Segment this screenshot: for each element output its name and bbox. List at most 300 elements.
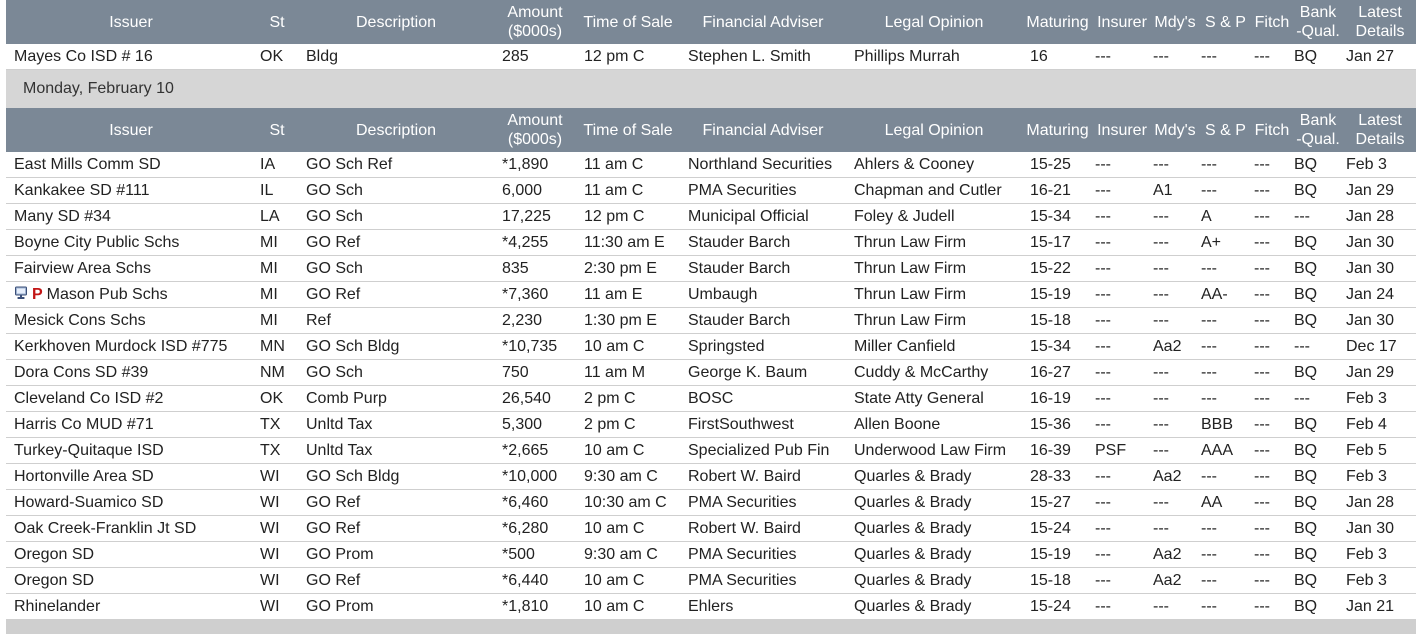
cell-state: WI [256,542,298,568]
cell-legal-opinion: Cuddy & McCarthy [846,360,1022,386]
header-amount-line: ($000s) [507,131,563,148]
cell-financial-adviser: BOSC [680,386,846,412]
cell-description: GO Ref [298,282,494,308]
cell-legal-opinion: Miller Canfield [846,334,1022,360]
cell-issuer[interactable]: Mesick Cons Schs [6,308,256,334]
header-amount-line: Amount [507,4,563,21]
cell-description: GO Sch [298,360,494,386]
cell-legal-opinion: Quarles & Brady [846,568,1022,594]
cell-bank-qual: BQ [1292,490,1344,516]
header-issuer[interactable]: Issuer [6,0,256,44]
cell-issuer[interactable]: East Mills Comm SD [6,152,256,178]
cell-moodys: A1 [1151,178,1199,204]
cell-bank-qual: BQ [1292,308,1344,334]
table-row[interactable] [6,44,1416,70]
cell-insurer: --- [1093,44,1151,70]
preliminary-marker[interactable]: P [32,285,43,303]
cell-moodys: --- [1151,490,1199,516]
cell-bank-qual: BQ [1292,594,1344,620]
cell-insurer: --- [1093,282,1151,308]
table-row[interactable] [6,256,1416,282]
cell-moodys: --- [1151,386,1199,412]
cell-latest-details[interactable]: Jan 21 [1344,594,1416,620]
table-row[interactable] [6,516,1416,542]
cell-amount: *1,890 [494,152,576,178]
cell-issuer[interactable]: Oregon SD [6,568,256,594]
cell-latest-details[interactable]: Jan 30 [1344,230,1416,256]
cell-issuer[interactable]: Dora Cons SD #39 [6,360,256,386]
cell-sp: --- [1199,516,1252,542]
header-latest-details[interactable] [1344,0,1416,44]
cell-latest-details[interactable]: Feb 3 [1344,542,1416,568]
header-latest-details-line: Details [1355,23,1405,40]
header-amount-line: ($000s) [507,23,563,40]
cell-issuer[interactable]: Fairview Area Schs [6,256,256,282]
cell-state: TX [256,412,298,438]
column-header-row [6,0,1416,44]
cell-insurer: --- [1093,464,1151,490]
cell-description: GO Sch [298,256,494,282]
cell-financial-adviser: Ehlers [680,594,846,620]
cell-fitch: --- [1252,386,1292,412]
cell-sp: --- [1199,334,1252,360]
header-bank-qual-line: -Qual. [1296,131,1340,148]
table-row[interactable] [6,464,1416,490]
cell-maturing: 15-24 [1022,516,1093,542]
cell-financial-adviser: Stauder Barch [680,256,846,282]
cell-sp: --- [1199,568,1252,594]
cell-bank-qual: BQ [1292,178,1344,204]
table-row[interactable] [6,360,1416,386]
header-legal-opinion[interactable]: Legal Opinion [846,0,1022,44]
cell-financial-adviser: PMA Securities [680,568,846,594]
cell-moodys: --- [1151,230,1199,256]
cell-legal-opinion: Quarles & Brady [846,490,1022,516]
cell-legal-opinion: Ahlers & Cooney [846,152,1022,178]
header-bank-qual[interactable] [1292,0,1344,44]
cell-legal-opinion: Phillips Murrah [846,44,1022,70]
cell-issuer[interactable]: Boyne City Public Schs [6,230,256,256]
cell-description: Comb Purp [298,386,494,412]
cell-sp: A [1199,204,1252,230]
cell-maturing: 15-24 [1022,594,1093,620]
cell-maturing: 15-19 [1022,542,1093,568]
header-latest-details-line: Latest [1358,112,1402,129]
cell-maturing: 15-34 [1022,204,1093,230]
cell-latest-details[interactable]: Feb 4 [1344,412,1416,438]
cell-legal-opinion: Allen Boone [846,412,1022,438]
cell-state: NM [256,360,298,386]
cell-amount: *7,360 [494,282,576,308]
cell-financial-adviser: Springsted [680,334,846,360]
cell-amount: 17,225 [494,204,576,230]
cell-time-of-sale: 11 am E [576,282,680,308]
cell-sp: --- [1199,542,1252,568]
cell-financial-adviser: PMA Securities [680,178,846,204]
cell-sp: --- [1199,44,1252,70]
cell-bank-qual: BQ [1292,412,1344,438]
cell-fitch: --- [1252,230,1292,256]
cell-latest-details[interactable]: Feb 3 [1344,152,1416,178]
cell-amount: 750 [494,360,576,386]
cell-bank-qual: BQ [1292,282,1344,308]
header-maturing[interactable]: Maturing [1022,108,1093,152]
cell-description: GO Sch Bldg [298,464,494,490]
header-maturing[interactable]: Maturing [1022,0,1093,44]
cell-insurer: --- [1093,542,1151,568]
cell-time-of-sale: 10 am C [576,594,680,620]
cell-moodys: --- [1151,44,1199,70]
cell-latest-details[interactable]: Jan 29 [1344,178,1416,204]
cell-bank-qual: BQ [1292,256,1344,282]
cell-latest-details[interactable]: Feb 3 [1344,568,1416,594]
table-row[interactable] [6,178,1416,204]
cell-fitch: --- [1252,178,1292,204]
cell-description: GO Ref [298,230,494,256]
cell-bank-qual: BQ [1292,568,1344,594]
cell-state: MI [256,308,298,334]
cell-fitch: --- [1252,282,1292,308]
cell-legal-opinion: Quarles & Brady [846,542,1022,568]
cell-fitch: --- [1252,412,1292,438]
header-description[interactable]: Description [298,108,494,152]
cell-amount: *500 [494,542,576,568]
table-row[interactable] [6,490,1416,516]
table-row[interactable] [6,568,1416,594]
cell-maturing: 15-18 [1022,308,1093,334]
cell-issuer[interactable]: Cleveland Co ISD #2 [6,386,256,412]
cell-amount: *10,735 [494,334,576,360]
header-time-of-sale[interactable]: Time of Sale [576,108,680,152]
cell-sp: --- [1199,178,1252,204]
cell-insurer: --- [1093,308,1151,334]
header-latest-details[interactable] [1344,108,1416,152]
cell-state: MN [256,334,298,360]
cell-moodys: --- [1151,412,1199,438]
cell-moodys: Aa2 [1151,542,1199,568]
cell-legal-opinion: Chapman and Cutler [846,178,1022,204]
cell-issuer[interactable]: Oregon SD [6,542,256,568]
cell-latest-details[interactable]: Jan 28 [1344,490,1416,516]
cell-moodys: --- [1151,256,1199,282]
cell-amount: *6,440 [494,568,576,594]
cell-fitch: --- [1252,308,1292,334]
cell-amount: *1,810 [494,594,576,620]
cell-financial-adviser: Stauder Barch [680,308,846,334]
cell-description: Bldg [298,44,494,70]
cell-fitch: --- [1252,490,1292,516]
header-fitch[interactable]: Fitch [1252,0,1292,44]
cell-amount: *2,665 [494,438,576,464]
cell-time-of-sale: 10 am C [576,516,680,542]
cell-sp: BBB [1199,412,1252,438]
cell-amount: *6,460 [494,490,576,516]
date-group-label: Monday, February 10 [6,70,1416,108]
cell-issuer[interactable] [6,282,256,308]
cell-time-of-sale: 11 am C [576,178,680,204]
cell-latest-details[interactable]: Jan 27 [1344,44,1416,70]
cell-financial-adviser: PMA Securities [680,542,846,568]
monitor-icon[interactable] [14,286,28,300]
cell-state: IL [256,178,298,204]
cell-maturing: 16-39 [1022,438,1093,464]
cell-financial-adviser: Stauder Barch [680,230,846,256]
header-time-of-sale[interactable]: Time of Sale [576,0,680,44]
cell-state: OK [256,44,298,70]
header-issuer[interactable]: Issuer [6,108,256,152]
cell-moodys: Aa2 [1151,464,1199,490]
cell-state: WI [256,568,298,594]
cell-latest-details[interactable]: Jan 24 [1344,282,1416,308]
cell-moodys: --- [1151,282,1199,308]
cell-legal-opinion: Underwood Law Firm [846,438,1022,464]
cell-amount: 285 [494,44,576,70]
cell-fitch: --- [1252,438,1292,464]
table-row[interactable] [6,204,1416,230]
cell-latest-details[interactable]: Feb 5 [1344,438,1416,464]
cell-description: GO Sch Ref [298,152,494,178]
cell-fitch: --- [1252,256,1292,282]
cell-time-of-sale: 10 am C [576,568,680,594]
cell-bank-qual: BQ [1292,230,1344,256]
cell-insurer: --- [1093,412,1151,438]
cell-sp: --- [1199,386,1252,412]
cell-maturing: 15-34 [1022,334,1093,360]
cell-financial-adviser: Municipal Official [680,204,846,230]
cell-description: Unltd Tax [298,412,494,438]
header-sp[interactable]: S & P [1199,0,1252,44]
cell-description: Unltd Tax [298,438,494,464]
cell-fitch: --- [1252,204,1292,230]
cell-financial-adviser: Stephen L. Smith [680,44,846,70]
cell-state: TX [256,438,298,464]
cell-fitch: --- [1252,44,1292,70]
cell-maturing: 15-17 [1022,230,1093,256]
cell-bank-qual: BQ [1292,464,1344,490]
table-row[interactable] [6,438,1416,464]
header-latest-details-line: Details [1355,131,1405,148]
header-state[interactable]: St [256,0,298,44]
table-row[interactable] [6,386,1416,412]
cell-legal-opinion: Thrun Law Firm [846,230,1022,256]
cell-insurer: --- [1093,334,1151,360]
header-moodys[interactable]: Mdy's [1151,108,1199,152]
cell-fitch: --- [1252,568,1292,594]
cell-time-of-sale: 10 am C [576,334,680,360]
cell-amount: *4,255 [494,230,576,256]
cell-amount: 5,300 [494,412,576,438]
cell-maturing: 16-19 [1022,386,1093,412]
cell-legal-opinion: Quarles & Brady [846,594,1022,620]
cell-issuer[interactable]: Kerkhoven Murdock ISD #775 [6,334,256,360]
header-fitch[interactable]: Fitch [1252,108,1292,152]
cell-description: GO Prom [298,594,494,620]
header-insurer[interactable]: Insurer [1093,108,1151,152]
cell-bank-qual: BQ [1292,152,1344,178]
cell-insurer: --- [1093,178,1151,204]
cell-fitch: --- [1252,360,1292,386]
table-row[interactable] [6,594,1416,620]
cell-insurer: --- [1093,594,1151,620]
table-row[interactable] [6,334,1416,360]
header-bank-qual[interactable] [1292,108,1344,152]
cell-time-of-sale: 9:30 am C [576,464,680,490]
table-row[interactable] [6,282,1416,308]
cell-latest-details[interactable]: Jan 29 [1344,360,1416,386]
cell-maturing: 16-27 [1022,360,1093,386]
cell-bank-qual: --- [1292,386,1344,412]
header-amount[interactable] [494,0,576,44]
cell-state: WI [256,464,298,490]
cell-insurer: --- [1093,230,1151,256]
cell-financial-adviser: FirstSouthwest [680,412,846,438]
cell-financial-adviser: George K. Baum [680,360,846,386]
cell-financial-adviser: Specialized Pub Fin [680,438,846,464]
cell-moodys: Aa2 [1151,334,1199,360]
cell-issuer[interactable]: Oak Creek-Franklin Jt SD [6,516,256,542]
header-amount[interactable] [494,108,576,152]
cell-state: MI [256,282,298,308]
cell-time-of-sale: 2 pm C [576,386,680,412]
cell-moodys: --- [1151,438,1199,464]
cell-fitch: --- [1252,334,1292,360]
cell-time-of-sale: 11 am M [576,360,680,386]
cell-description: GO Prom [298,542,494,568]
header-legal-opinion[interactable]: Legal Opinion [846,108,1022,152]
cell-time-of-sale: 2:30 pm E [576,256,680,282]
cell-state: WI [256,516,298,542]
cell-latest-details[interactable]: Feb 3 [1344,464,1416,490]
date-group-row [6,70,1416,108]
cell-maturing: 15-25 [1022,152,1093,178]
cell-sp: --- [1199,152,1252,178]
header-bank-qual-line: -Qual. [1296,23,1340,40]
cell-issuer[interactable]: Turkey-Quitaque ISD [6,438,256,464]
column-header-row [6,108,1416,152]
cell-amount: *6,280 [494,516,576,542]
cell-issuer[interactable]: Many SD #34 [6,204,256,230]
cell-bank-qual: BQ [1292,360,1344,386]
cell-time-of-sale: 1:30 pm E [576,308,680,334]
cell-bank-qual: BQ [1292,438,1344,464]
cell-latest-details[interactable]: Jan 30 [1344,308,1416,334]
cell-financial-adviser: Robert W. Baird [680,516,846,542]
cell-legal-opinion: Thrun Law Firm [846,256,1022,282]
cell-financial-adviser: PMA Securities [680,490,846,516]
cell-issuer[interactable]: Hortonville Area SD [6,464,256,490]
header-bank-qual-line: Bank [1299,4,1337,21]
cell-maturing: 15-36 [1022,412,1093,438]
header-state[interactable]: St [256,108,298,152]
cell-latest-details[interactable]: Feb 3 [1344,386,1416,412]
cell-state: OK [256,386,298,412]
table-row[interactable] [6,542,1416,568]
cell-issuer[interactable]: Howard-Suamico SD [6,490,256,516]
header-latest-details-line: Latest [1358,4,1402,21]
table-row[interactable] [6,412,1416,438]
cell-time-of-sale: 11 am C [576,152,680,178]
cell-bank-qual: BQ [1292,516,1344,542]
cell-latest-details[interactable]: Jan 30 [1344,256,1416,282]
cell-description: GO Sch [298,178,494,204]
cell-time-of-sale: 10 am C [576,438,680,464]
cell-sp: AAA [1199,438,1252,464]
cell-bank-qual: --- [1292,334,1344,360]
cell-issuer[interactable]: Kankakee SD #111 [6,178,256,204]
cell-time-of-sale: 10:30 am C [576,490,680,516]
header-description[interactable]: Description [298,0,494,44]
cell-insurer: --- [1093,360,1151,386]
sales-table [6,0,1416,620]
issuer-name[interactable]: Mason Pub Schs [46,285,168,303]
cell-state: LA [256,204,298,230]
cell-latest-details[interactable]: Jan 30 [1344,516,1416,542]
cell-bank-qual: BQ [1292,44,1344,70]
header-insurer[interactable]: Insurer [1093,0,1151,44]
cell-sp: --- [1199,360,1252,386]
cell-state: WI [256,594,298,620]
cell-fitch: --- [1252,516,1292,542]
cell-time-of-sale: 11:30 am E [576,230,680,256]
cell-legal-opinion: Foley & Judell [846,204,1022,230]
cell-sp: --- [1199,464,1252,490]
cell-sp: A+ [1199,230,1252,256]
cell-legal-opinion: Quarles & Brady [846,464,1022,490]
cell-maturing: 16-21 [1022,178,1093,204]
cell-latest-details[interactable]: Dec 17 [1344,334,1416,360]
cell-state: MI [256,256,298,282]
table-row[interactable] [6,308,1416,334]
cell-time-of-sale: 9:30 am C [576,542,680,568]
cell-amount: *10,000 [494,464,576,490]
cell-description: GO Ref [298,568,494,594]
cell-maturing: 28-33 [1022,464,1093,490]
cell-latest-details[interactable]: Jan 28 [1344,204,1416,230]
header-moodys[interactable]: Mdy's [1151,0,1199,44]
cell-legal-opinion: Thrun Law Firm [846,308,1022,334]
cell-sp: --- [1199,308,1252,334]
cell-description: Ref [298,308,494,334]
cell-amount: 835 [494,256,576,282]
cell-moodys: --- [1151,360,1199,386]
cell-fitch: --- [1252,594,1292,620]
cell-issuer[interactable]: Mayes Co ISD # 16 [6,44,256,70]
cell-moodys: --- [1151,204,1199,230]
cell-issuer[interactable]: Rhinelander [6,594,256,620]
cell-insurer: --- [1093,256,1151,282]
header-financial-adviser[interactable]: Financial Adviser [680,108,846,152]
table-row[interactable] [6,230,1416,256]
cell-insurer: --- [1093,204,1151,230]
cell-legal-opinion: Quarles & Brady [846,516,1022,542]
table-row[interactable] [6,152,1416,178]
cell-issuer[interactable]: Harris Co MUD #71 [6,412,256,438]
cell-state: MI [256,230,298,256]
bond-sales-table [6,0,1416,634]
cell-maturing: 15-22 [1022,256,1093,282]
header-financial-adviser[interactable]: Financial Adviser [680,0,846,44]
header-sp[interactable]: S & P [1199,108,1252,152]
cell-moodys: --- [1151,308,1199,334]
cell-bank-qual: --- [1292,204,1344,230]
cell-amount: 2,230 [494,308,576,334]
cell-bank-qual: BQ [1292,542,1344,568]
cell-maturing: 15-18 [1022,568,1093,594]
cell-legal-opinion: Thrun Law Firm [846,282,1022,308]
cell-description: GO Sch [298,204,494,230]
header-bank-qual-line: Bank [1299,112,1337,129]
cell-maturing: 15-27 [1022,490,1093,516]
